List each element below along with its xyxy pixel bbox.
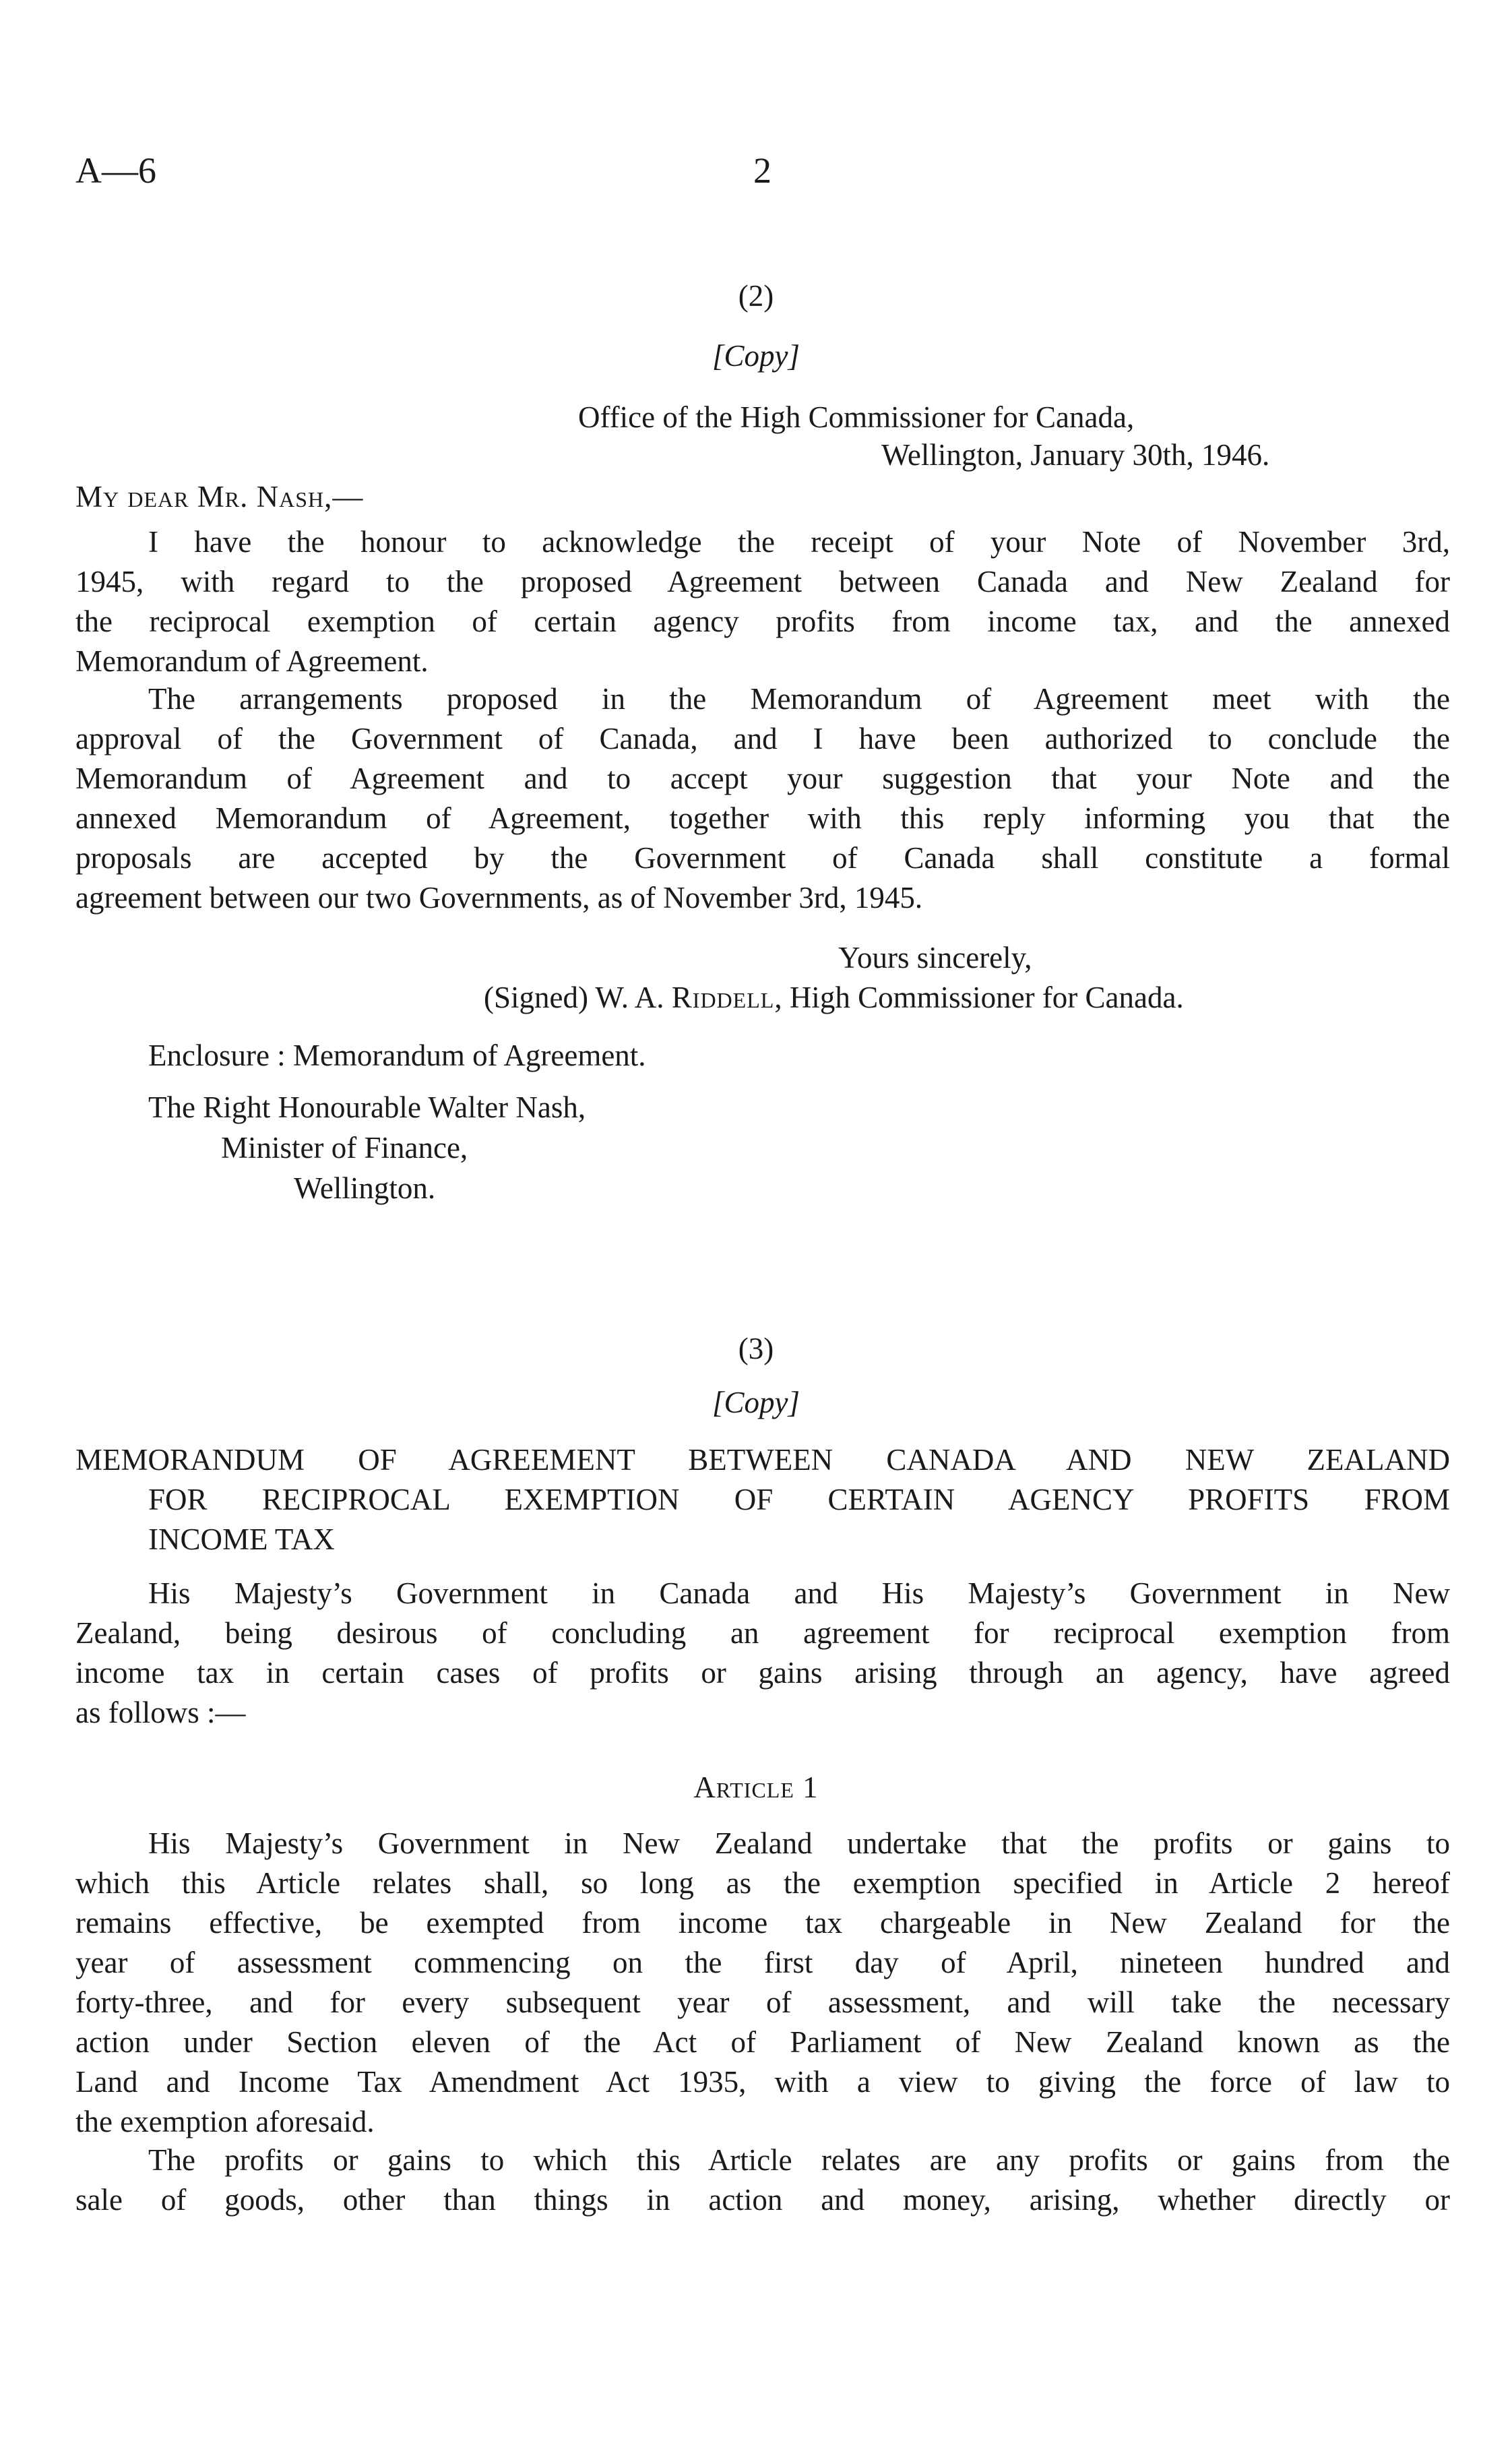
memorandum-preamble (75, 1574, 1450, 1733)
text-line: income tax in certain cases of profits or gains arising through an agency, have agreed (75, 1656, 1450, 1690)
text-line: proposals are accepted by the Government of Canada shall constitute a formal (75, 841, 1450, 875)
text-line: Zealand, being desirous of concluding an agreement for reciprocal exemption from (75, 1616, 1450, 1650)
text-line: sale of goods, other than things in action and money, arising, whether directly or (75, 2183, 1450, 2217)
title-line: INCOME TAX (148, 1522, 335, 1556)
text-line: Memorandum of Agreement and to accept your suggestion that your Note and the (75, 762, 1450, 795)
letter-place-date: Wellington, January 30th, 1946. (881, 438, 1270, 472)
page-number: 2 (753, 150, 771, 191)
text-line: His Majesty’s Government in New Zealand undertake that the profits or gains to (148, 1826, 1450, 1860)
text-line: remains effective, be exempted from income tax chargeable in New Zealand for the (75, 1906, 1450, 1940)
series-code: A—6 (75, 150, 156, 191)
text-line: Memorandum of Agreement. (75, 644, 429, 678)
text-line: The profits or gains to which this Article relates are any profits or gains from the (148, 2143, 1450, 2177)
letter-closing: Yours sincerely, (838, 941, 1032, 975)
text-line: action under Section eleven of the Act of Parliament of New Zealand known as the (75, 2025, 1450, 2059)
text-line: year of assessment commencing on the first day of April, nineteen hundred and (75, 1946, 1450, 1979)
memorandum-title (75, 1440, 1450, 1560)
text-line: agreement between our two Governments, as of November 3rd, 1945. (75, 881, 923, 915)
section-number-3: (3) (738, 1332, 774, 1365)
article-paragraph-2 (75, 2140, 1450, 2220)
signature-prefix: (Signed) W. A. (484, 981, 664, 1014)
text-line: approval of the Government of Canada, and I have been authorized to conclude the (75, 722, 1450, 755)
text-line: I have the honour to acknowledge the receipt of your Note of November 3rd, (148, 525, 1450, 559)
copy-label-3: [Copy] (712, 1386, 800, 1419)
text-line: His Majesty’s Government in Canada and His Majesty’s Government in New (148, 1576, 1450, 1610)
letter-office: Office of the High Commissioner for Canada, (578, 400, 1135, 434)
text-line: The arrangements proposed in the Memorandum of Agreement meet with the (148, 682, 1450, 716)
addressee-line-3: Wellington. (294, 1171, 436, 1205)
letter-salutation: My dear Mr. Nash,— (75, 480, 364, 514)
section-number-2: (2) (738, 279, 774, 313)
letter-signature (484, 978, 1184, 1018)
copy-label-2: [Copy] (712, 339, 800, 373)
letter-paragraph-2 (75, 679, 1450, 918)
signature-title: , High Commissioner for Canada. (774, 981, 1184, 1014)
letter-paragraph-1 (75, 522, 1450, 681)
text-line: which this Article relates shall, so long as the exemption specified in Article 2 hereof (75, 1866, 1450, 1900)
text-line: the reciprocal exemption of certain agency profits from income tax, and the annexed (75, 605, 1450, 638)
addressee-line-1: The Right Honourable Walter Nash, (148, 1090, 586, 1124)
text-line: the exemption aforesaid. (75, 2105, 375, 2138)
letter-enclosure: Enclosure : Memorandum of Agreement. (148, 1039, 646, 1072)
title-line: FOR RECIPROCAL EXEMPTION OF CERTAIN AGENCY PROFITS FROM (148, 1483, 1450, 1516)
title-line: MEMORANDUM OF AGREEMENT BETWEEN CANADA AND NEW ZEALAND (75, 1443, 1450, 1477)
text-line: Land and Income Tax Amendment Act 1935, with a view to giving the force of law to (75, 2065, 1450, 2099)
text-line: as follows :— (75, 1696, 246, 1729)
addressee-line-2: Minister of Finance, (221, 1131, 468, 1165)
article-heading: Article 1 (693, 1770, 819, 1804)
text-line: 1945, with regard to the proposed Agreement between Canada and New Zealand for (75, 565, 1450, 598)
article-paragraph-1 (75, 1824, 1450, 2142)
text-line: annexed Memorandum of Agreement, together with this reply informing you that the (75, 801, 1450, 835)
signature-name: Riddell (671, 981, 775, 1014)
text-line: forty-three, and for every subsequent year of assessment, and will take the necessary (75, 1985, 1450, 2019)
